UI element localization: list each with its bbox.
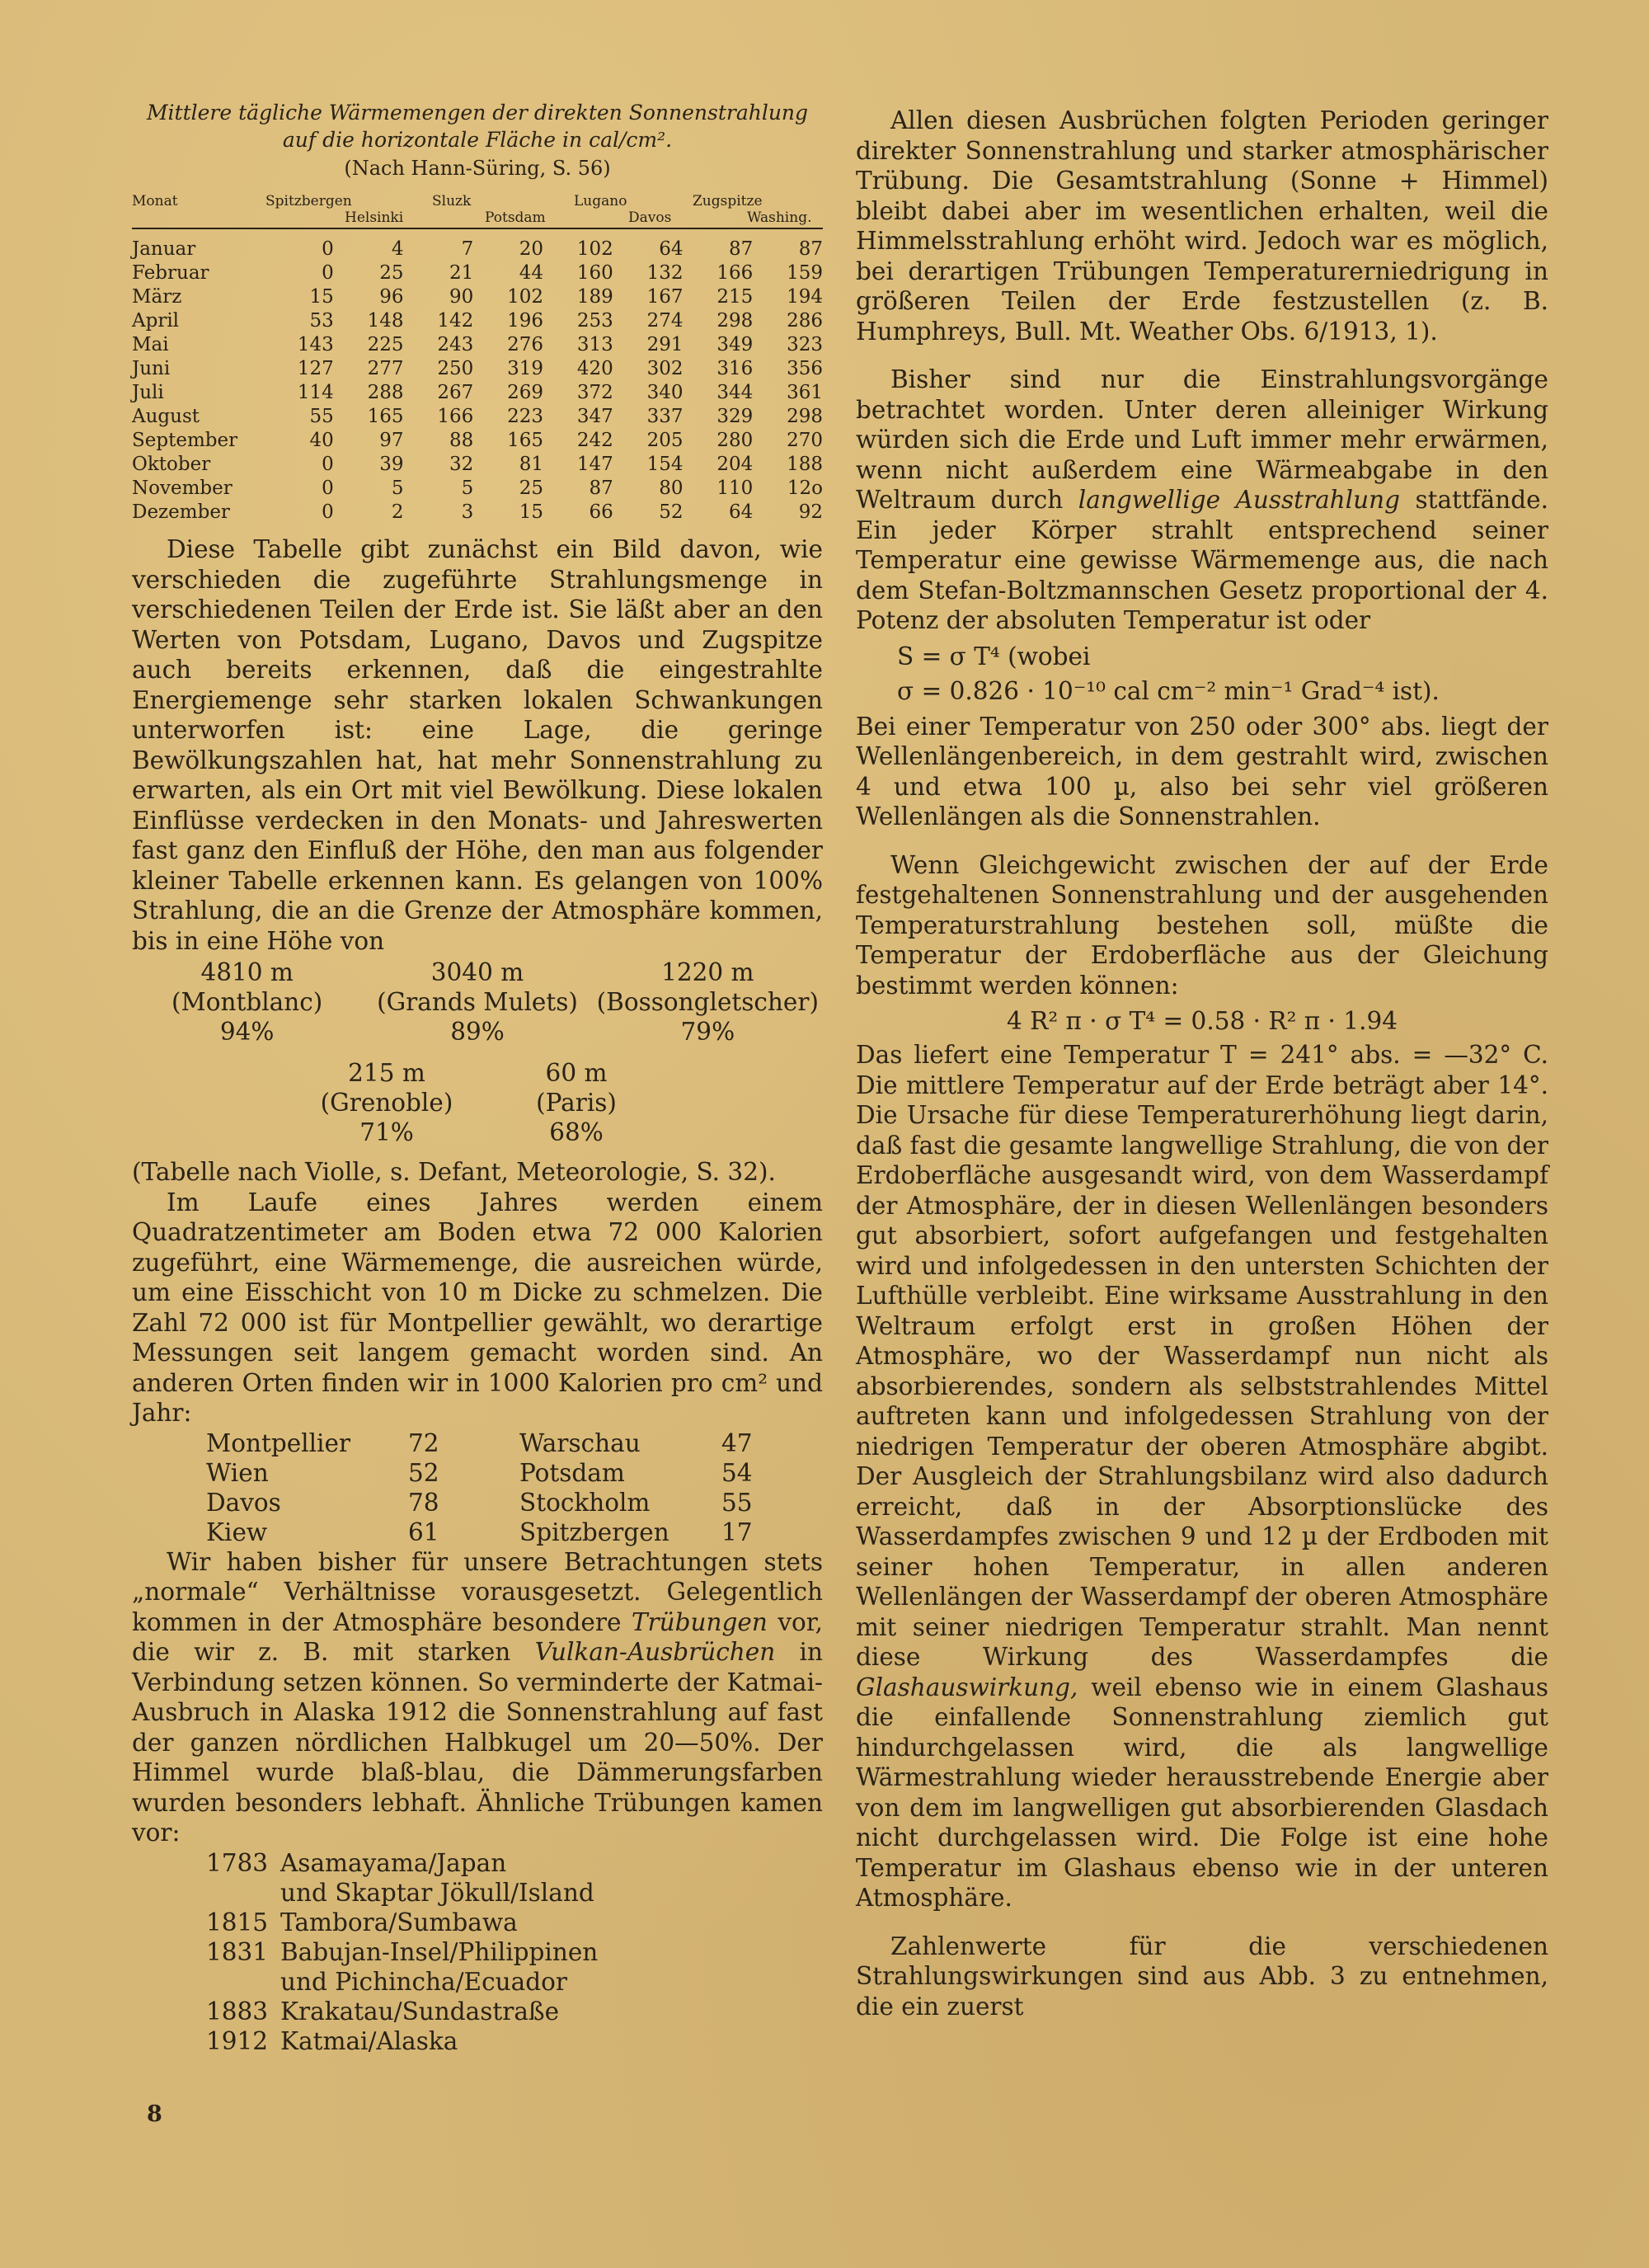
value-cell: 165 [507,430,543,451]
header-davos: Davos [628,209,672,226]
altitude-entry: 1220 m (Bossongletscher) 79% [596,958,819,1046]
month-cell: Mai [132,334,169,355]
value-cell: 323 [787,334,823,355]
value-cell: 159 [787,262,823,284]
value-cell: 166 [437,406,474,427]
value-cell: 165 [367,406,404,427]
value-cell: 196 [507,310,543,332]
value-cell: 274 [646,310,684,332]
value-cell: 250 [437,358,474,379]
table-row [132,453,823,477]
eruption-item: 1883 Krakatau/Sundastraße [206,1997,560,2026]
value-cell: 302 [646,358,684,379]
value-cell: 7 [461,238,474,260]
value-cell: 39 [379,454,404,475]
header-sluzk: Sluzk [432,193,472,209]
value-cell: 87 [728,238,754,260]
value-cell: 64 [728,501,754,523]
value-cell: 349 [716,334,754,355]
header-potsdam: Potsdam [485,209,546,226]
value-cell: 276 [507,334,543,355]
table-title: Mittlere tägliche Wärmemengen der direkten Sonnenstrahlung auf die horizontale Fläche in cal/cm². [146,101,809,152]
value-cell: 3 [461,501,474,523]
table-row [132,501,823,525]
month-cell: Juli [132,382,164,403]
value-cell: 12o [787,478,823,499]
value-cell: 194 [787,286,823,308]
value-cell: 97 [379,430,404,451]
value-cell: 166 [716,262,754,284]
value-cell: 225 [367,334,404,355]
value-cell: 96 [379,286,404,308]
value-cell: 87 [589,478,613,499]
formula-equilibrium: 4 R² π · σ T⁴ = 0.58 · R² π · 1.94 [1006,1007,1398,1035]
paragraph-figure-reference: Zahlenwerte für die verschiedenen Strahlungswirkungen sind aus Abb. 3 zu entnehmen, die ein zuerst [856,1932,1548,2021]
right-column [856,106,1548,2021]
value-cell: 242 [576,430,613,451]
value-cell: 160 [576,262,613,284]
eruption-item: 1912 Katmai/Alaska [206,2026,458,2055]
month-cell: Januar [132,238,196,260]
month-cell: Februar [132,262,209,284]
value-cell: 66 [589,501,613,523]
value-cell: 90 [449,286,474,308]
header-helsinki: Helsinki [345,209,404,226]
value-cell: 5 [461,478,474,499]
value-cell: 88 [449,430,474,451]
value-cell: 25 [519,478,543,499]
table-row [132,477,823,501]
header-lugano: Lugano [574,193,627,209]
table-header [132,191,823,229]
month-cell: März [132,286,182,308]
value-cell: 92 [798,501,823,523]
table-row [132,261,823,285]
value-cell: 0 [322,478,334,499]
eruption-item: 1815 Tambora/Sumbawa [206,1908,518,1936]
value-cell: 277 [367,358,404,379]
value-cell: 4 [391,238,404,260]
value-cell: 148 [367,310,404,332]
table-row [132,429,823,453]
header-washing: Washing. [747,209,812,226]
value-cell: 291 [646,334,684,355]
value-cell: 40 [309,430,334,451]
value-cell: 0 [322,262,334,284]
value-cell: 102 [507,286,543,308]
value-cell: 0 [322,238,334,260]
table-row [132,333,823,357]
value-cell: 361 [787,382,823,403]
table-row [132,238,823,261]
paragraph-equilibrium: Wenn Gleichgewicht zwischen der auf der Erde festgehaltenen Sonnenstrahlung und der ausgehenden Temperaturstrahlung bestehen soll, müßte die Temperatur der Erdoberfläche aus der Gleichung bestimmt werden können: [856,850,1548,1000]
table-row [132,381,823,405]
value-cell: 288 [367,382,404,403]
value-cell: 52 [659,501,684,523]
value-cell: 372 [576,382,613,403]
value-cell: 298 [716,310,754,332]
value-cell: 298 [787,406,823,427]
table-row [132,285,823,309]
altitude-entry: 60 m (Paris) 68% [536,1059,617,1146]
paragraph-greenhouse-effect: Das liefert eine Temperatur T = 241° abs. = —32° C. Die mittlere Temperatur auf der Erde beträgt aber 14°. Die Ursache für diese Temperaturerhöhung liegt darin, daß fast die gesamte langwellige Strahlung, die von der Erdoberfläche ausgesandt wird, von dem Wasserdampf der Atmosphäre, der in diesen Wellenlängen besonders gut absorbiert, sofort aufgefangen und festgehalten wird und infolgedessen in den untersten Schichten der Lufthülle verbleibt. Eine wirksame Ausstrahlung in den Weltraum erfolgt erst in großen Höhen der Atmosphäre, wo der Wasserdampf nun nicht als absorbierendes, sondern als selbststrahlendes Mittel auftreten kann und infolgedessen Strahlung von der niedrigen Temperatur der oberen Atmosphäre abgibt. Der Ausgleich der Strahlungsbilanz wird also dadurch erreicht, daß in der Absorptionslücke des Wasserdampfes zwischen 9 und 12 µ der Erdboden mit seiner hohen Temperatur, in allen anderen Wellenlängen der Wasserdampf der oberen Atmosphäre mit seiner niedrigen Temperatur strahlt. Man nennt diese Wirkung des Wasserdampfes die Glashauswirkung, weil ebenso wie in einem Glashaus die einfallende Sonnenstrahlung ziemlich gut hindurchgelassen wird, die als langwellige Wärmestrahlung wieder herausstrebende Energie aber von dem im langwelligen gut absorbierenden Glasdach nicht durchgelassen wird. Die Folge ist eine hohe Temperatur im Glashaus ebenso wie in der unteren Atmosphäre. [856,1041,1548,1912]
value-cell: 147 [576,454,613,475]
value-cell: 344 [716,382,754,403]
value-cell: 132 [646,262,684,284]
value-cell: 20 [519,238,543,260]
value-cell: 329 [716,406,754,427]
value-cell: 243 [437,334,474,355]
value-cell: 286 [787,310,823,332]
value-cell: 25 [379,262,404,284]
paragraph-truebungen: Wir haben bisher für unsere Betrachtungen stets „normale“ Verhältnisse vorausgesetzt. Gelegentlich kommen in der Atmosphäre besondere Trübungen vor, die wir z. B. mit starken Vulkan-Ausbrüchen in Verbindung setzen können. So verminderte der Katmai-Ausbruch in Alaska 1912 die Sonnenstrahlung auf fast der ganzen nördlichen Halbkugel um 20—50%. Der Himmel wurde blaß-blau, die Dämmerungsfarben wurden besonders lebhaft. Ähnliche Trübungen kamen vor: [132,1547,823,1847]
month-cell: April [132,310,180,332]
value-cell: 5 [391,478,404,499]
value-cell: 0 [322,501,334,523]
value-cell: 80 [659,478,684,499]
table-row [132,405,823,429]
altitude-table-row2 [132,1058,823,1147]
value-cell: 32 [449,454,474,475]
header-zugspitze: Zugspitze [693,193,763,209]
value-cell: 205 [646,430,684,451]
value-cell: 319 [507,358,543,379]
value-cell: 143 [297,334,334,355]
value-cell: 167 [646,286,684,308]
value-cell: 110 [716,478,754,499]
value-cell: 189 [576,286,613,308]
value-cell: 44 [519,262,543,284]
value-cell: 215 [716,286,754,308]
value-cell: 127 [297,358,334,379]
value-cell: 64 [659,238,684,260]
value-cell: 0 [322,454,334,475]
altitude-table-row1 [132,958,823,1047]
paragraph-wavelength-range: Bei einer Temperatur von 250 oder 300° abs. liegt der Wellenlängenbereich, in dem gestrahlt wird, zwischen 4 und etwa 100 µ, also bei sehr viel größeren Wellenlängen als die Sonnenstrahlen. [856,712,1548,831]
paragraph-table-discussion: Diese Tabelle gibt zunächst ein Bild davon, wie verschieden die zugeführte Strahlungsmenge in verschiedenen Teilen der Erde ist. Sie läßt aber an den Werten von Potsdam, Lugano, Davos und Zugspitze auch bereits erkennen, daß die eingestrahlte Energiemenge sehr starken lokalen Schwankungen unterworfen ist: eine Lage, die geringe Bewölkungszahlen hat, hat mehr Sonnenstrahlung zu erwarten, als ein Ort mit viel Bewölkung. Diese lokalen Einflüsse verdecken in den Monats- und Jahreswerten fast ganz den Einfluß der Höhe, den man aus folgender kleiner Tabelle erkennen kann. Es gelangen von 100% Strahlung, die an die Grenze der Atmosphäre kommen, bis in eine Höhe von [132,535,823,955]
value-cell: 114 [297,382,334,403]
table-row [132,309,823,333]
header-spitzbergen: Spitzbergen [265,193,352,209]
value-cell: 87 [798,238,823,260]
value-cell: 420 [576,358,613,379]
altitude-entry: 3040 m (Grands Mulets) 89% [377,958,578,1046]
value-cell: 142 [437,310,474,332]
value-cell: 204 [716,454,754,475]
paragraph-violle-source: (Tabelle nach Violle, s. Defant, Meteorologie, S. 32). [132,1158,776,1186]
paragraph-annual-calories: Im Laufe eines Jahres werden einem Quadratzentimeter am Boden etwa 72 000 Kalorien zugeführt, eine Wärmemenge, die ausreichen würde, um eine Eisschicht von 10 m Dicke zu schmelzen. Die Zahl 72 000 ist für Montpellier gewählt, wo derartige Messungen seit langem gemacht worden sind. An anderen Orten finden wir in 1000 Kalorien pro cm² und Jahr: [132,1188,823,1427]
month-cell: November [132,478,233,499]
month-cell: Oktober [132,454,211,475]
value-cell: 2 [391,501,404,523]
value-cell: 316 [716,358,754,379]
value-cell: 15 [309,286,334,308]
value-cell: 15 [519,501,543,523]
month-cell: Dezember [132,501,230,523]
value-cell: 313 [576,334,613,355]
value-cell: 102 [576,238,613,260]
month-cell: September [132,430,238,451]
value-cell: 154 [646,454,684,475]
value-cell: 223 [507,406,543,427]
value-cell: 280 [716,430,754,451]
value-cell: 267 [437,382,474,403]
value-cell: 356 [787,358,823,379]
month-cell: August [132,406,200,427]
left-column [132,99,823,2056]
formula-sigma: σ = 0.826 · 10⁻¹⁰ cal cm⁻² min⁻¹ Grad⁻⁴ ist). [897,676,1440,705]
eruption-item: 1831 Babujan-Insel/Philippinen [206,1937,599,1966]
value-cell: 269 [507,382,543,403]
value-cell: 270 [787,430,823,451]
eruption-list: 1783 Asamayama/Japan und Skaptar Jökull/Island 1815 Tambora/Sumbawa 1831 Babujan-Insel/Philippinen und Pichincha/Ecuador 1883 Krakatau/Sundastraße 1912 Katmai/Alaska [206,1848,823,2056]
radiation-table [132,238,823,525]
city-calorie-list: Montpellier 72 Warschau 47 Wien 52 Potsdam 54 Davos 78 Stockholm 55 Kiew 61 Spitzbergen 17 [206,1428,753,1546]
eruption-item: 1783 Asamayama/Japan [206,1848,507,1877]
month-cell: Juni [132,358,171,379]
value-cell: 340 [646,382,684,403]
value-cell: 53 [309,310,334,332]
table-source: (Nach Hann-Süring, S. 56) [344,157,611,180]
value-cell: 81 [519,454,543,475]
value-cell: 55 [309,406,334,427]
value-cell: 347 [576,406,613,427]
altitude-entry: 4810 m (Montblanc) 94% [171,958,323,1046]
value-cell: 253 [576,310,613,332]
formula-stefan-boltzmann: S = σ T⁴ (wobei [897,642,1091,671]
value-cell: 188 [787,454,823,475]
value-cell: 337 [646,406,684,427]
paragraph-eruption-effects: Allen diesen Ausbrüchen folgten Perioden geringer direkter Sonnenstrahlung und starker atmosphärischer Trübung. Die Gesamtstrahlung (Sonne + Himmel) bleibt dabei aber im wesentlichen erhalten, weil die Himmelsstrahlung erhöht wird. Jedoch war es möglich, bei derartigen Trübungen Temperaturerniedrigung in größeren Teilen der Erde festzustellen (z. B. Humphreys, Bull. Mt. Weather Obs. 6/1913, 1). [856,106,1548,346]
table-row [132,357,823,381]
altitude-entry: 215 m (Grenoble) 71% [320,1059,453,1146]
page-number: 8 [147,2101,162,2127]
value-cell: 21 [449,262,474,284]
paragraph-longwave-radiation: Bisher sind nur die Einstrahlungsvorgänge betrachtet worden. Unter deren alleiniger Wirkung würden sich die Erde und Luft immer mehr erwärmen, wenn nicht außerdem eine Wärmeabgabe in den Weltraum durch langwellige Ausstrahlung stattfände. Ein jeder Körper strahlt entsprechend seiner Temperatur eine gewisse Wärmemenge aus, die nach dem Stefan-Boltzmannschen Gesetz proportional der 4. Potenz der absoluten Temperatur ist oder [856,365,1548,634]
header-monat: Monat [132,193,178,209]
